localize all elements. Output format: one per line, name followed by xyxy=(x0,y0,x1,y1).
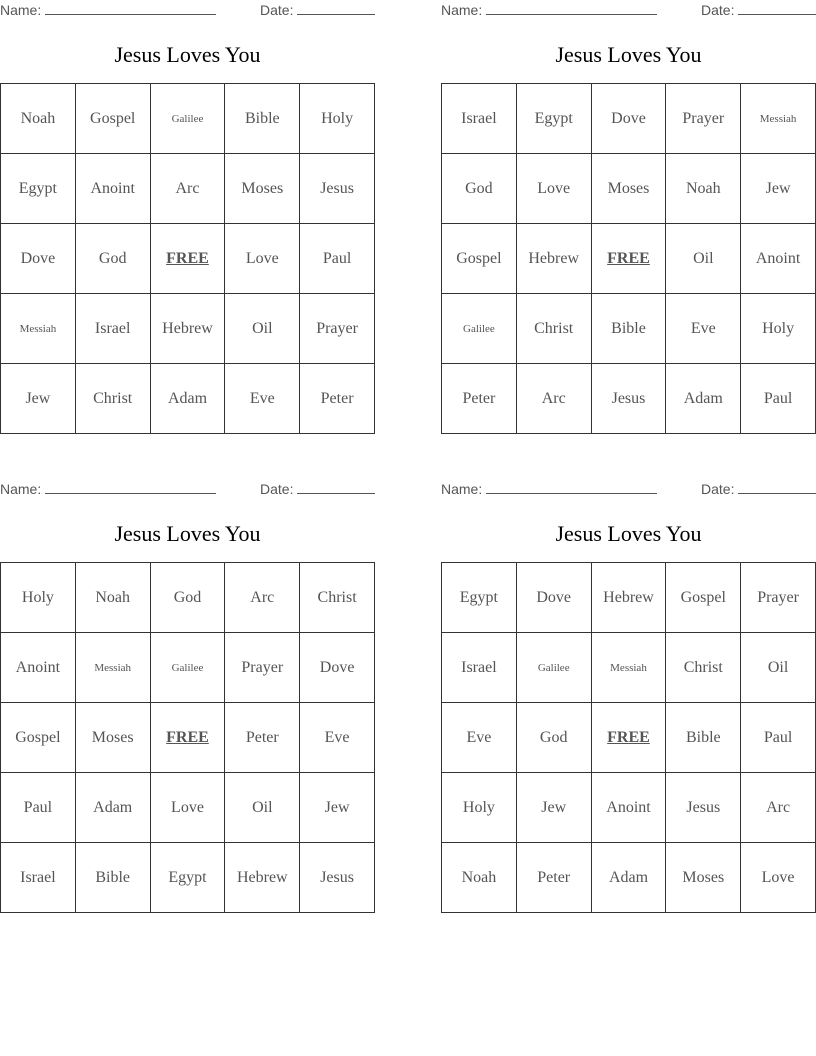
bingo-cell: Bible xyxy=(76,843,151,913)
bingo-cell: Bible xyxy=(592,294,667,364)
bingo-cell: Paul xyxy=(1,773,76,843)
bingo-cell: Jesus xyxy=(300,843,375,913)
name-date-row xyxy=(441,479,816,501)
bingo-cell: Moses xyxy=(76,703,151,773)
date-label: Date: xyxy=(701,481,735,497)
card-title: Jesus Loves You xyxy=(555,42,702,67)
bingo-cell: Christ xyxy=(300,563,375,633)
bingo-cell: Paul xyxy=(300,224,375,294)
bingo-cell: Love xyxy=(225,224,300,294)
bingo-cell: Galilee xyxy=(442,294,517,364)
bingo-cell: Bible xyxy=(225,84,300,154)
name-blank-line xyxy=(45,481,216,494)
bingo-cell: Jesus xyxy=(666,773,741,843)
bingo-cell: Love xyxy=(741,843,816,913)
free-space-cell: FREE xyxy=(592,224,667,294)
card-title: Jesus Loves You xyxy=(114,521,261,546)
bingo-cell: Israel xyxy=(76,294,151,364)
bingo-cell: Paul xyxy=(741,703,816,773)
bingo-cell: Jew xyxy=(1,364,76,434)
date-blank-line xyxy=(738,2,816,15)
card-title: Jesus Loves You xyxy=(114,42,261,67)
name-blank-line xyxy=(486,481,657,494)
bingo-cell: Arc xyxy=(741,773,816,843)
bingo-cell: Holy xyxy=(741,294,816,364)
bingo-cell: Prayer xyxy=(666,84,741,154)
date-field xyxy=(260,2,375,18)
bingo-cell: Noah xyxy=(442,843,517,913)
bingo-cell: Israel xyxy=(442,633,517,703)
bingo-grid xyxy=(441,83,816,434)
bingo-cell: Moses xyxy=(666,843,741,913)
bingo-cell: Peter xyxy=(517,843,592,913)
bingo-cell: Egypt xyxy=(151,843,226,913)
bingo-cell: Holy xyxy=(300,84,375,154)
bingo-cell: Christ xyxy=(517,294,592,364)
bingo-cell: Galilee xyxy=(517,633,592,703)
bingo-cell: Anoint xyxy=(592,773,667,843)
name-date-row xyxy=(441,0,816,22)
bingo-cell: Jesus xyxy=(592,364,667,434)
bingo-cell: Adam xyxy=(76,773,151,843)
name-label: Name: xyxy=(0,2,42,18)
bingo-cell: Holy xyxy=(1,563,76,633)
bingo-cell: Love xyxy=(517,154,592,224)
bingo-cell: Prayer xyxy=(300,294,375,364)
free-space-cell: FREE xyxy=(592,703,667,773)
bingo-cell: Paul xyxy=(741,364,816,434)
bingo-cell: Messiah xyxy=(1,294,76,364)
date-field xyxy=(260,481,375,497)
bingo-grid xyxy=(441,562,816,913)
name-field xyxy=(441,2,657,18)
name-label: Name: xyxy=(0,481,42,497)
bingo-cell: Eve xyxy=(666,294,741,364)
bingo-cell: Egypt xyxy=(1,154,76,224)
bingo-card xyxy=(441,479,816,886)
date-blank-line xyxy=(297,481,375,494)
bingo-cell: God xyxy=(517,703,592,773)
bingo-cell: Bible xyxy=(666,703,741,773)
bingo-cell: Messiah xyxy=(76,633,151,703)
bingo-cell: God xyxy=(442,154,517,224)
bingo-cell: Oil xyxy=(741,633,816,703)
bingo-cell: Holy xyxy=(442,773,517,843)
bingo-cell: Gospel xyxy=(1,703,76,773)
bingo-grid xyxy=(0,83,375,434)
bingo-cell: Dove xyxy=(300,633,375,703)
bingo-cell: Hebrew xyxy=(592,563,667,633)
name-field xyxy=(0,481,216,497)
bingo-cell: Love xyxy=(151,773,226,843)
bingo-cell: Hebrew xyxy=(517,224,592,294)
bingo-cell: Eve xyxy=(300,703,375,773)
bingo-cell: Anoint xyxy=(741,224,816,294)
date-label: Date: xyxy=(260,2,294,18)
bingo-cell: Anoint xyxy=(76,154,151,224)
bingo-card xyxy=(441,0,816,407)
bingo-cell: Oil xyxy=(666,224,741,294)
bingo-cell: Prayer xyxy=(741,563,816,633)
bingo-cell: Arc xyxy=(517,364,592,434)
bingo-cell: Messiah xyxy=(741,84,816,154)
date-blank-line xyxy=(738,481,816,494)
bingo-cell: Moses xyxy=(592,154,667,224)
bingo-cell: Israel xyxy=(442,84,517,154)
name-label: Name: xyxy=(441,481,483,497)
name-label: Name: xyxy=(441,2,483,18)
name-date-row xyxy=(0,479,375,501)
bingo-cell: Oil xyxy=(225,294,300,364)
name-field xyxy=(0,2,216,18)
bingo-cell: God xyxy=(151,563,226,633)
bingo-cell: Gospel xyxy=(76,84,151,154)
bingo-cell: Noah xyxy=(666,154,741,224)
bingo-cell: Gospel xyxy=(666,563,741,633)
bingo-cell: Dove xyxy=(517,563,592,633)
bingo-cell: Dove xyxy=(1,224,76,294)
bingo-cell: Hebrew xyxy=(151,294,226,364)
bingo-cell: Gospel xyxy=(442,224,517,294)
bingo-cell: Peter xyxy=(442,364,517,434)
bingo-cell: Adam xyxy=(151,364,226,434)
bingo-cell: Messiah xyxy=(592,633,667,703)
bingo-cell: Peter xyxy=(300,364,375,434)
name-blank-line xyxy=(486,2,657,15)
bingo-cell: Arc xyxy=(225,563,300,633)
bingo-cell: Peter xyxy=(225,703,300,773)
bingo-cell: Moses xyxy=(225,154,300,224)
date-label: Date: xyxy=(260,481,294,497)
bingo-cell: Israel xyxy=(1,843,76,913)
bingo-cell: Eve xyxy=(442,703,517,773)
bingo-cell: Jew xyxy=(741,154,816,224)
name-field xyxy=(441,481,657,497)
date-field xyxy=(701,481,816,497)
free-space-cell: FREE xyxy=(151,224,226,294)
bingo-card xyxy=(0,0,375,407)
bingo-cell: Hebrew xyxy=(225,843,300,913)
bingo-cell: Noah xyxy=(1,84,76,154)
bingo-grid xyxy=(0,562,375,913)
bingo-cell: Egypt xyxy=(517,84,592,154)
bingo-cell: Jew xyxy=(300,773,375,843)
name-blank-line xyxy=(45,2,216,15)
bingo-cell: Dove xyxy=(592,84,667,154)
bingo-cell: God xyxy=(76,224,151,294)
bingo-cell: Oil xyxy=(225,773,300,843)
date-label: Date: xyxy=(701,2,735,18)
bingo-cell: Adam xyxy=(666,364,741,434)
card-title: Jesus Loves You xyxy=(555,521,702,546)
bingo-cell: Galilee xyxy=(151,633,226,703)
bingo-cell: Jew xyxy=(517,773,592,843)
bingo-cell: Arc xyxy=(151,154,226,224)
date-field xyxy=(701,2,816,18)
bingo-cell: Eve xyxy=(225,364,300,434)
bingo-cell: Adam xyxy=(592,843,667,913)
date-blank-line xyxy=(297,2,375,15)
bingo-cell: Jesus xyxy=(300,154,375,224)
bingo-cell: Christ xyxy=(76,364,151,434)
name-date-row xyxy=(0,0,375,22)
bingo-card xyxy=(0,479,375,886)
bingo-cell: Prayer xyxy=(225,633,300,703)
bingo-cell: Anoint xyxy=(1,633,76,703)
free-space-cell: FREE xyxy=(151,703,226,773)
bingo-cell: Christ xyxy=(666,633,741,703)
bingo-cell: Noah xyxy=(76,563,151,633)
bingo-cell: Egypt xyxy=(442,563,517,633)
bingo-cell: Galilee xyxy=(151,84,226,154)
